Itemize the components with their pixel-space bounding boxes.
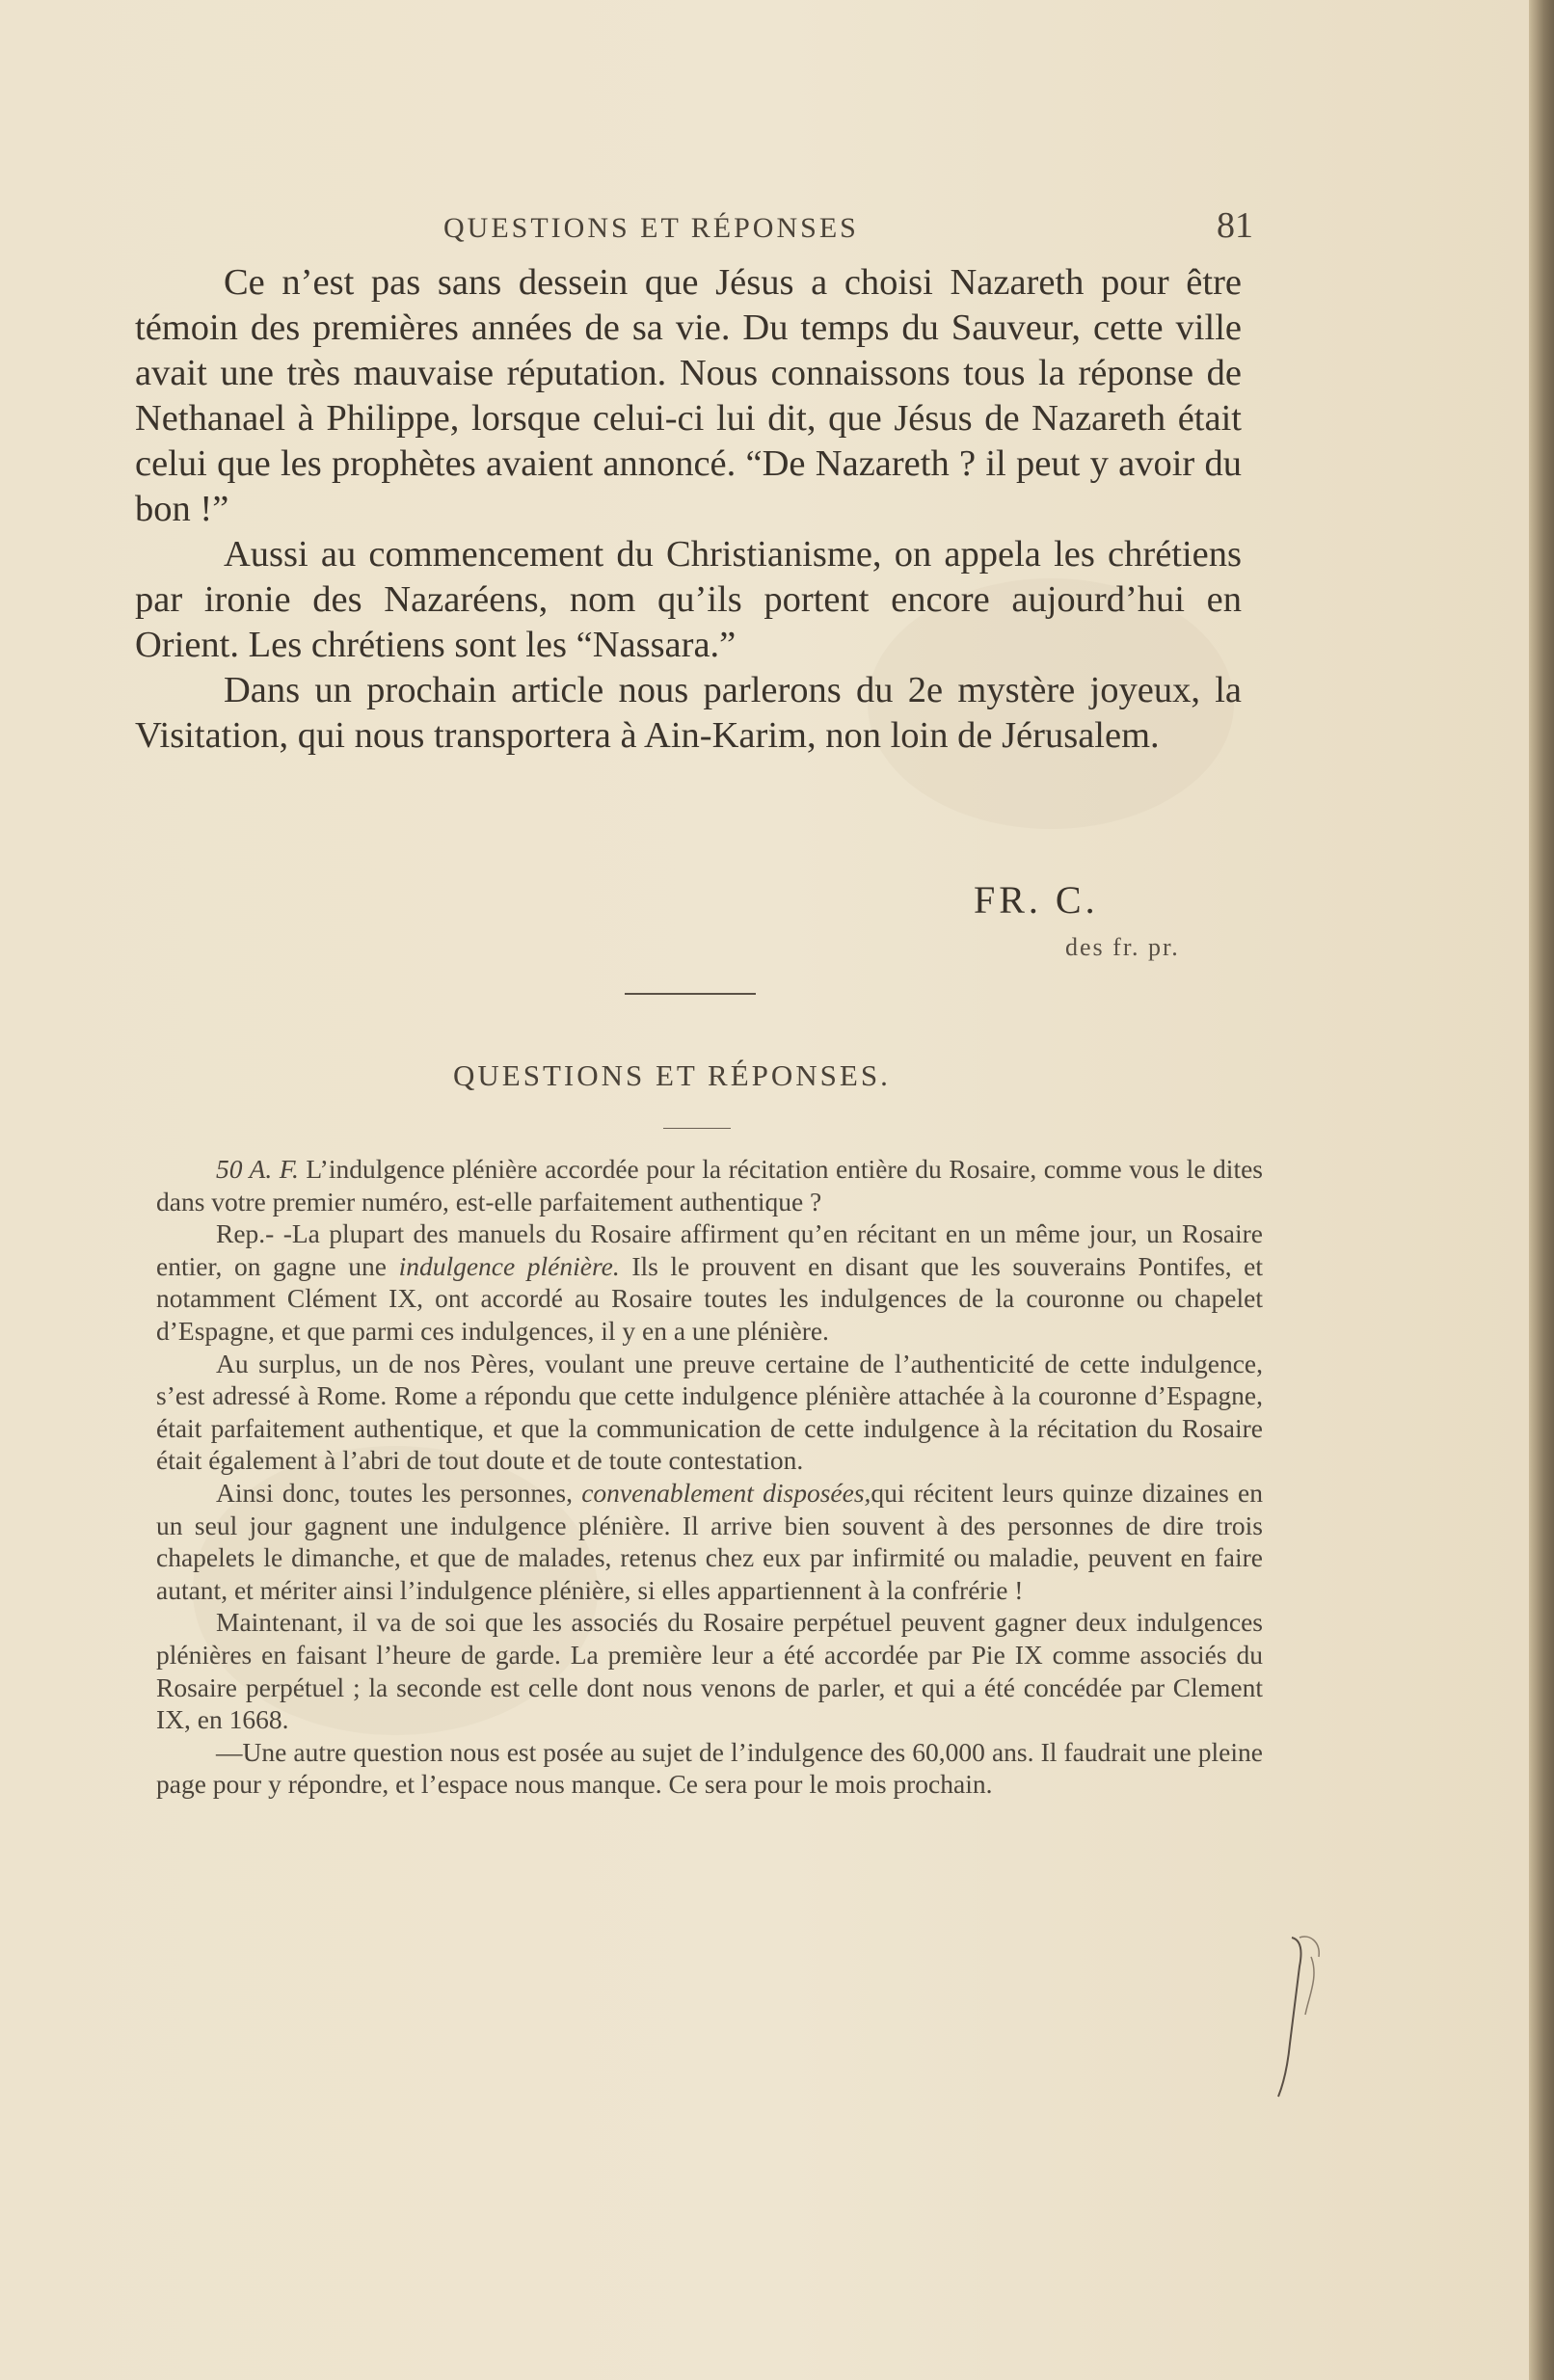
answer-emphasis: convenablement disposées,	[581, 1477, 871, 1508]
author-order: des fr. pr.	[1065, 933, 1180, 961]
answer-paragraph: Au surplus, un de nos Pères, voulant une preuve certaine de l’authenticité de cette indulgence, s’est adressé à Rome. Rome a répondu que cette indulgence plénière attachée à la couronne d’Espagne, était parfaitement authentique, et que la communication de cette indulgence à la récitation du Rosaire était également à l’abri de tout doute et de toute contestation.	[156, 1348, 1263, 1476]
article-paragraph: Dans un prochain article nous parlerons du 2e mystère joyeux, la Visitation, qui nous transportera à Ain-Karim, non loin de Jérusalem.	[135, 670, 1242, 756]
author-signature: FR. C.	[974, 878, 1099, 922]
section-divider	[625, 993, 756, 995]
article-body	[135, 260, 1242, 759]
answer-text: qui récitent leurs quinze dizaines en un seul jour gagnent une indulgence plénière. Il arrive bien souvent à des personnes de dire trois chapelets le dimanche, et que de malades, retenus chez eux par infirmité ou maladie, peuvent en faire autant, et mériter ainsi l’indulgence plénière, si elles appartiennent à la confrérie !	[156, 1477, 1264, 1605]
article-paragraph: Ce n’est pas sans dessein que Jésus a choisi Nazareth pour être témoin des premières années de sa vie. Du temps du Sauveur, cette ville avait une très mauvaise réputation. Nous connaissons tous la réponse de Nethanael à Philippe, lorsque celui-ci lui dit, que Jésus de Nazareth était celui que les prophètes avaient annoncé. “De Nazareth ? il peut y avoir du bon !”	[135, 262, 1242, 529]
questions-answers	[156, 1153, 1263, 1801]
answer-paragraph: Maintenant, il va de soi que les associés du Rosaire perpétuel peuvent gagner deux indulgences plénières en faisant l’heure de garde. La première leur a été accordée par Pie IX comme associés du Rosaire perpétuel ; la seconde est celle dont nous venons de parler, et qui a été concédée par Clement IX, en 1668.	[156, 1607, 1263, 1735]
answer	[156, 1217, 1263, 1347]
answer-paragraph	[156, 1477, 1263, 1606]
answer-rest: Ils le prouvent en disant que les souverains Pontifes, et notamment Clément IX, ont accordé au Rosaire toutes les indulgences de la couronne ou chapelet d’Espagne, et que parmi ces indulgences, il y en a une plénière.	[156, 1250, 1263, 1346]
title-underline	[663, 1128, 731, 1129]
answer-text: Ainsi donc, toutes les personnes,	[216, 1477, 573, 1508]
handwritten-bracket-mark	[1271, 1928, 1328, 2101]
running-title: QUESTIONS ET RÉPONSES	[443, 212, 859, 244]
question-text: L’indulgence plénière accordée pour la récitation entière du Rosaire, comme vous le dites dans votre premier numéro, est-elle parfaitement authentique ?	[156, 1154, 1263, 1217]
article-paragraph: Aussi au commencement du Christianisme, on appela les chrétiens par ironie des Nazaréens, nom qu’ils portent encore aujourd’hui en Orient. Les chrétiens sont les “Nassara.”	[135, 534, 1242, 665]
running-head	[135, 204, 1253, 251]
page-edge	[1529, 0, 1554, 2380]
answer-paragraph: —Une autre question nous est posée au sujet de l’indulgence des 60,000 ans. Il faudrait une pleine page pour y répondre, et l’espace nous manque. Ce sera pour le mois prochain.	[156, 1736, 1263, 1800]
section-title: QUESTIONS ET RÉPONSES.	[453, 1058, 891, 1092]
page-number: 81	[1217, 205, 1253, 246]
answer-emphasis: indulgence plénière.	[398, 1250, 620, 1281]
answer-intro: Rep.- -La plupart des manuels du Rosaire affirment qu’en récitant en un même jour, un Rosaire entier, on gagne une	[156, 1218, 1263, 1281]
question-ref: 50 A. F.	[216, 1154, 299, 1184]
question	[156, 1153, 1263, 1217]
